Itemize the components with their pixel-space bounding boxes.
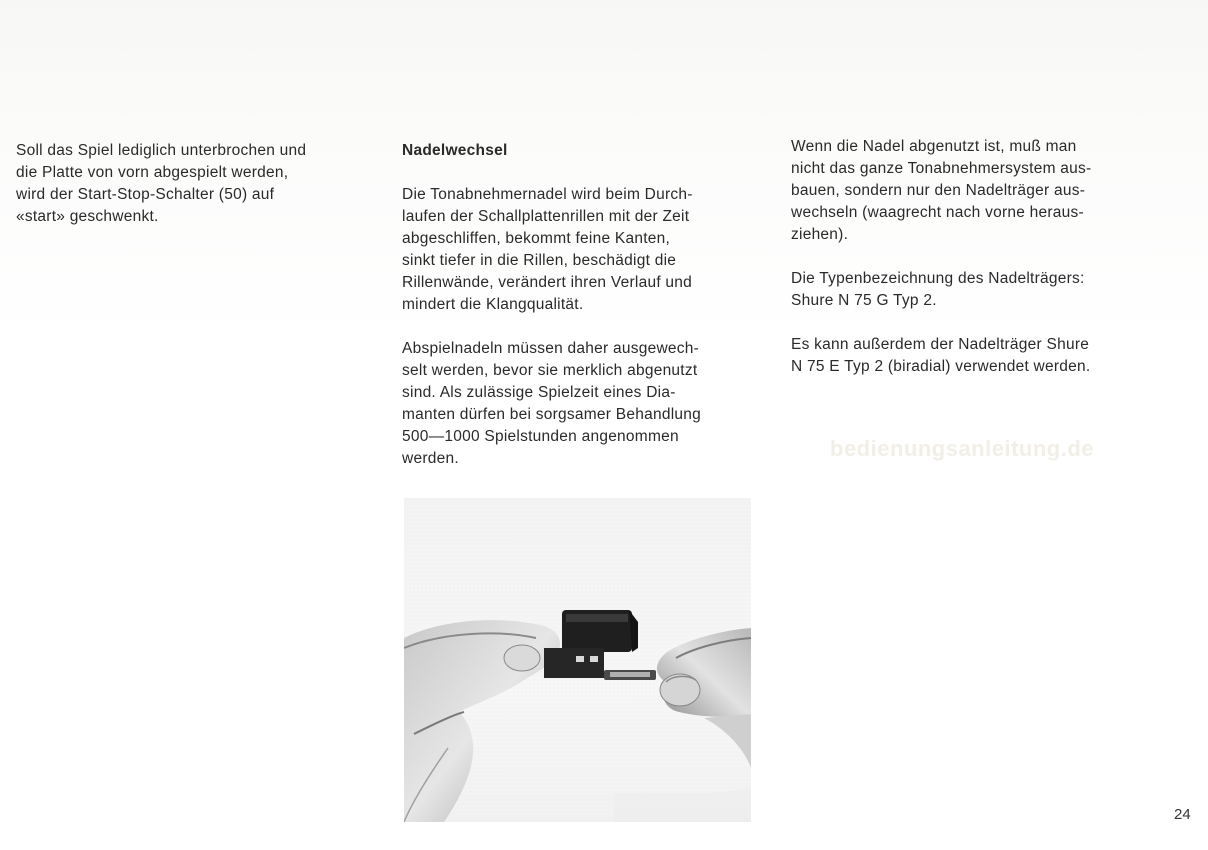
- text-line: die Platte von vorn abgespielt werden,: [16, 164, 289, 181]
- needle-replacement-photo: [404, 498, 751, 822]
- right-column-text: [791, 136, 1151, 378]
- text-line: mindert die Klangqualität.: [402, 296, 584, 313]
- text-line: nicht das ganze Tonabnehmersystem aus-: [791, 160, 1092, 177]
- paragraph-alternative-carrier: [791, 334, 1151, 378]
- text-line: «start» geschwenkt.: [16, 208, 159, 225]
- text-line: selt werden, bevor sie merklich abgenutzt: [402, 362, 698, 379]
- text-line: wechseln (waagrecht nach vorne heraus-: [791, 204, 1084, 221]
- text-line: Shure N 75 G Typ 2.: [791, 292, 937, 309]
- text-line: wird der Start-Stop-Schalter (50) auf: [16, 186, 275, 203]
- text-line: Die Typenbezeichnung des Nadelträgers:: [791, 270, 1085, 287]
- middle-column-text: [402, 140, 752, 470]
- section-heading: Nadelwechsel: [402, 142, 508, 159]
- text-line: Wenn die Nadel abgenutzt ist, muß man: [791, 138, 1077, 155]
- text-line: 500—1000 Spielstunden angenommen: [402, 428, 679, 445]
- page-number: 24: [1174, 806, 1191, 823]
- text-line: Rillenwände, verändert ihren Verlauf und: [402, 274, 693, 291]
- text-line: Abspielnadeln müssen daher ausgewech-: [402, 340, 700, 357]
- text-line: manten dürfen bei sorgsamer Behandlung: [402, 406, 702, 423]
- text-line: werden.: [402, 450, 459, 467]
- watermark: bedienungsanleitung.de: [830, 436, 1095, 461]
- text-line: Es kann außerdem der Nadelträger Shure: [791, 336, 1090, 353]
- paragraph-needle-wear: [402, 184, 752, 316]
- text-line: ziehen).: [791, 226, 849, 243]
- text-line: Soll das Spiel lediglich unterbrochen und: [16, 142, 307, 159]
- paragraph-replace-carrier: [791, 136, 1151, 246]
- text-line: sind. Als zulässige Spielzeit eines Dia-: [402, 384, 676, 401]
- paragraph-type-designation: [791, 268, 1151, 312]
- left-column-text: [16, 140, 366, 228]
- text-line: laufen der Schallplattenrillen mit der Zeit: [402, 208, 690, 225]
- text-line: bauen, sondern nur den Nadelträger aus-: [791, 182, 1086, 199]
- text-line: N 75 E Typ 2 (biradial) verwendet werden.: [791, 358, 1091, 375]
- text-line: sinkt tiefer in die Rillen, beschädigt die: [402, 252, 677, 269]
- text-line: Die Tonabnehmernadel wird beim Durch-: [402, 186, 693, 203]
- text-line: abgeschliffen, bekommt feine Kanten,: [402, 230, 671, 247]
- paragraph-needle-lifetime: [402, 338, 752, 470]
